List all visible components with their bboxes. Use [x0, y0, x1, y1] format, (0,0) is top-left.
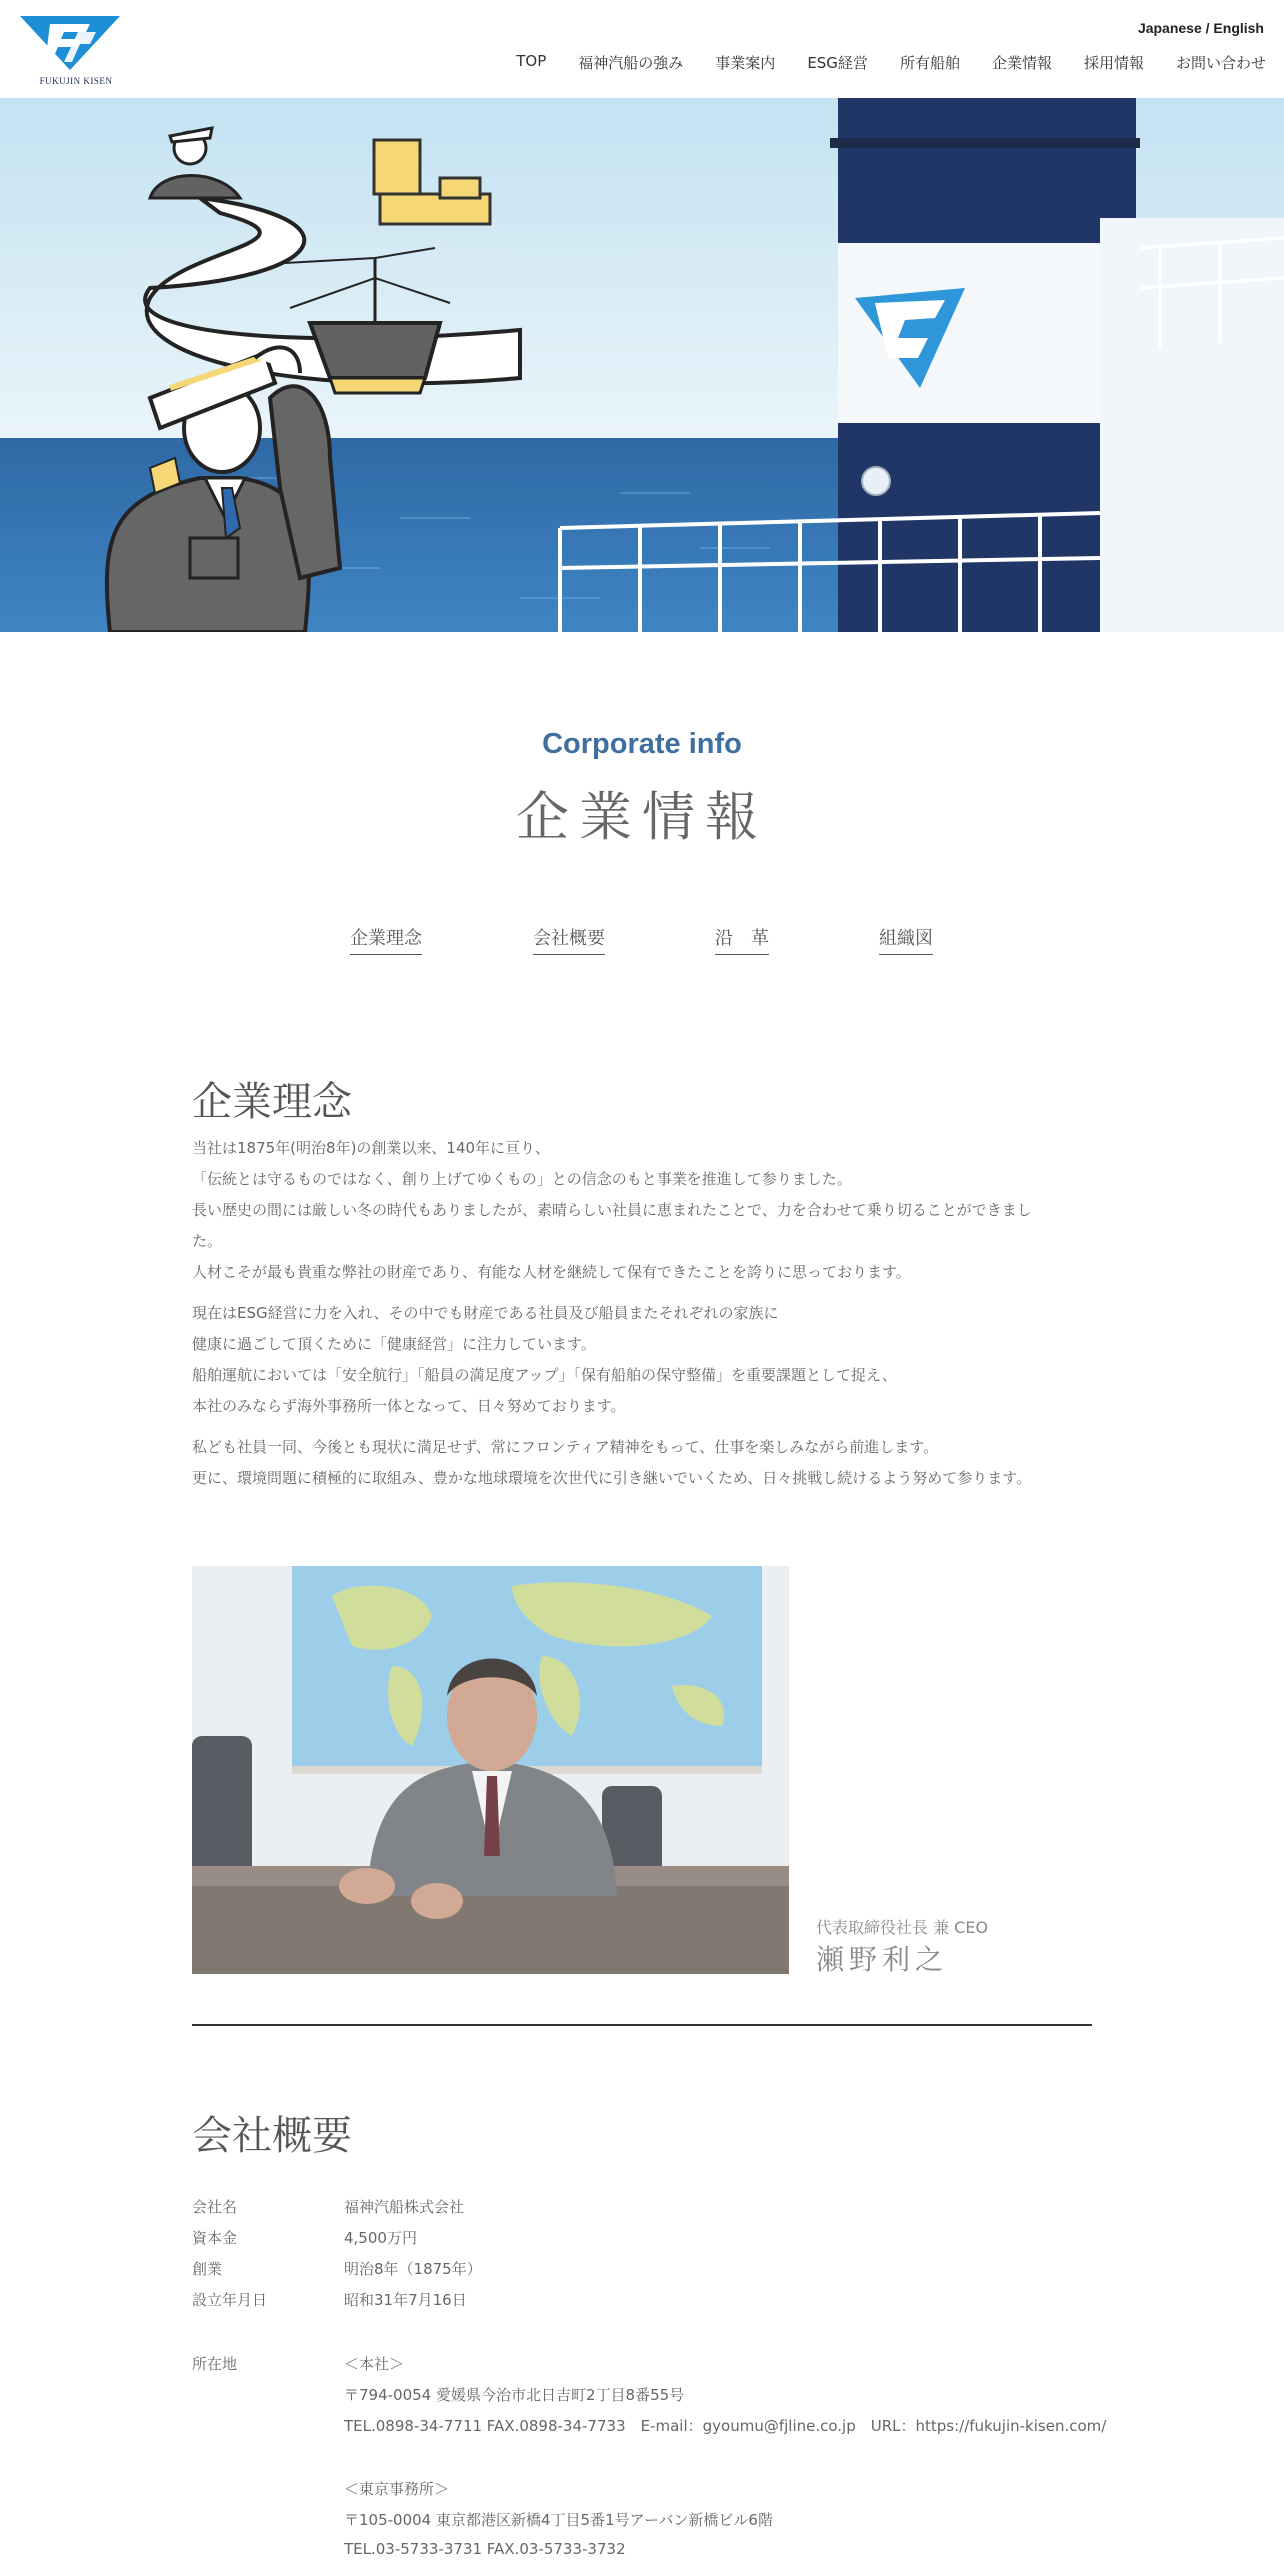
nav-business[interactable]: 事業案内 — [715, 54, 776, 72]
nav-esg[interactable]: ESG経営 — [807, 54, 868, 72]
overview-label: 資本金 — [192, 2229, 238, 2247]
hero-image — [0, 98, 1284, 632]
section-title-ja: 企業情報 — [516, 787, 768, 848]
address-line: TEL.03-5733-3731 FAX.03-5733-3732 — [344, 2540, 626, 2558]
section-divider — [192, 2024, 1092, 2026]
address-line: TEL.0898-34-7711 FAX.0898-34-7733 E-mail：gyoumu@fjline.co.jp URL：https://fukujin-kisen.com/ — [344, 2417, 1107, 2435]
nav-contact[interactable]: お問い合わせ — [1175, 54, 1266, 72]
text-line: た。 — [192, 1232, 223, 1250]
philosophy-heading: 企業理念 — [192, 1079, 352, 1125]
overview-value: 福神汽船株式会社 — [344, 2198, 465, 2216]
ceo-photo-image — [192, 1566, 789, 1974]
logo-mark-icon — [20, 10, 120, 76]
text-line: 更に、環境問題に積極的に取組み、豊かな地球環境を次世代に引き継いでいくため、日々挑戦し続けるよう努めて参ります。 — [192, 1469, 1032, 1487]
tab-history[interactable]: 沿 革 — [715, 924, 769, 955]
philosophy-paragraph-3 — [192, 1432, 1092, 1494]
ceo-name: 瀬野利之 — [816, 1943, 949, 1976]
text-line: 当社は1875年(明治8年)の創業以来、140年に亘り、 — [192, 1139, 551, 1157]
text-line: 長い歴史の間には厳しい冬の時代もありましたが、素晴らしい社員に恵まれたことで、力を合わせて乗り切ることができまし — [192, 1201, 1032, 1219]
philosophy-paragraph-1 — [192, 1133, 1092, 1288]
nav-vessels[interactable]: 所有船舶 — [899, 54, 960, 72]
nav-top[interactable]: TOP — [516, 52, 547, 70]
text-line: 「伝統とは守るものではなく、創り上げてゆくもの」との信念のもと事業を推進して参りました。 — [192, 1170, 852, 1188]
address-label: 所在地 — [192, 2355, 238, 2373]
nav-recruit[interactable]: 採用情報 — [1083, 54, 1144, 72]
site-header — [0, 0, 1284, 98]
text-line: 人材こそが最も貴重な弊社の財産であり、有能な人材を継続して保有できたことを誇りに思っております。 — [192, 1263, 911, 1281]
overview-label: 創業 — [192, 2260, 223, 2278]
ceo-title: 代表取締役社長 兼 CEO — [816, 1918, 989, 1937]
overview-label: 設立年月日 — [192, 2291, 268, 2309]
overview-value: 昭和31年7月16日 — [344, 2291, 467, 2309]
tab-org-chart[interactable]: 組織図 — [879, 924, 933, 955]
hero-illustration — [0, 98, 1284, 632]
address-line: 〒105-0004 東京都港区新橋4丁目5番1号アーバン新橋ビル6階 — [344, 2511, 773, 2529]
logo-wordmark: FUKUJIN KISEN — [39, 76, 113, 86]
ceo-photo — [192, 1566, 789, 1974]
language-switch[interactable]: Japanese / English — [1137, 20, 1264, 36]
text-line: 船舶運航においては「安全航行」「船員の満足度アップ」「保有船舶の保守整備」を重要課題として捉え、 — [192, 1366, 897, 1384]
section-title-en: Corporate info — [542, 728, 742, 760]
anchor-tabs — [0, 924, 1284, 954]
company-logo[interactable] — [20, 10, 120, 84]
main-nav — [500, 52, 1266, 73]
nav-strengths[interactable]: 福神汽船の強み — [578, 54, 684, 72]
overview-value: 4,500万円 — [344, 2229, 417, 2247]
overview-label: 会社名 — [192, 2198, 238, 2216]
tab-philosophy[interactable]: 企業理念 — [350, 924, 422, 955]
address-line: 〒794-0054 愛媛県今治市北日吉町2丁目8番55号 — [344, 2386, 685, 2404]
tab-overview[interactable]: 会社概要 — [533, 924, 605, 955]
address-line: ＜本社＞ — [344, 2355, 405, 2373]
text-line: 現在はESG経営に力を入れ、その中でも財産である社員及び船員またそれぞれの家族に — [192, 1304, 779, 1322]
overview-value: 明治8年（1875年） — [344, 2260, 482, 2278]
philosophy-paragraph-2 — [192, 1298, 1092, 1422]
nav-corporate[interactable]: 企業情報 — [991, 54, 1052, 72]
overview-heading: 会社概要 — [192, 2113, 352, 2159]
text-line: 健康に過ごして頂くために「健康経営」に注力しています。 — [192, 1335, 596, 1353]
address-line: ＜東京事務所＞ — [344, 2480, 450, 2498]
text-line: 本社のみならず海外事務所一体となって、日々努めております。 — [192, 1397, 626, 1415]
text-line: 私ども社員一同、今後とも現状に満足せず、常にフロンティア精神をもって、仕事を楽しみながら前進します。 — [192, 1438, 939, 1456]
